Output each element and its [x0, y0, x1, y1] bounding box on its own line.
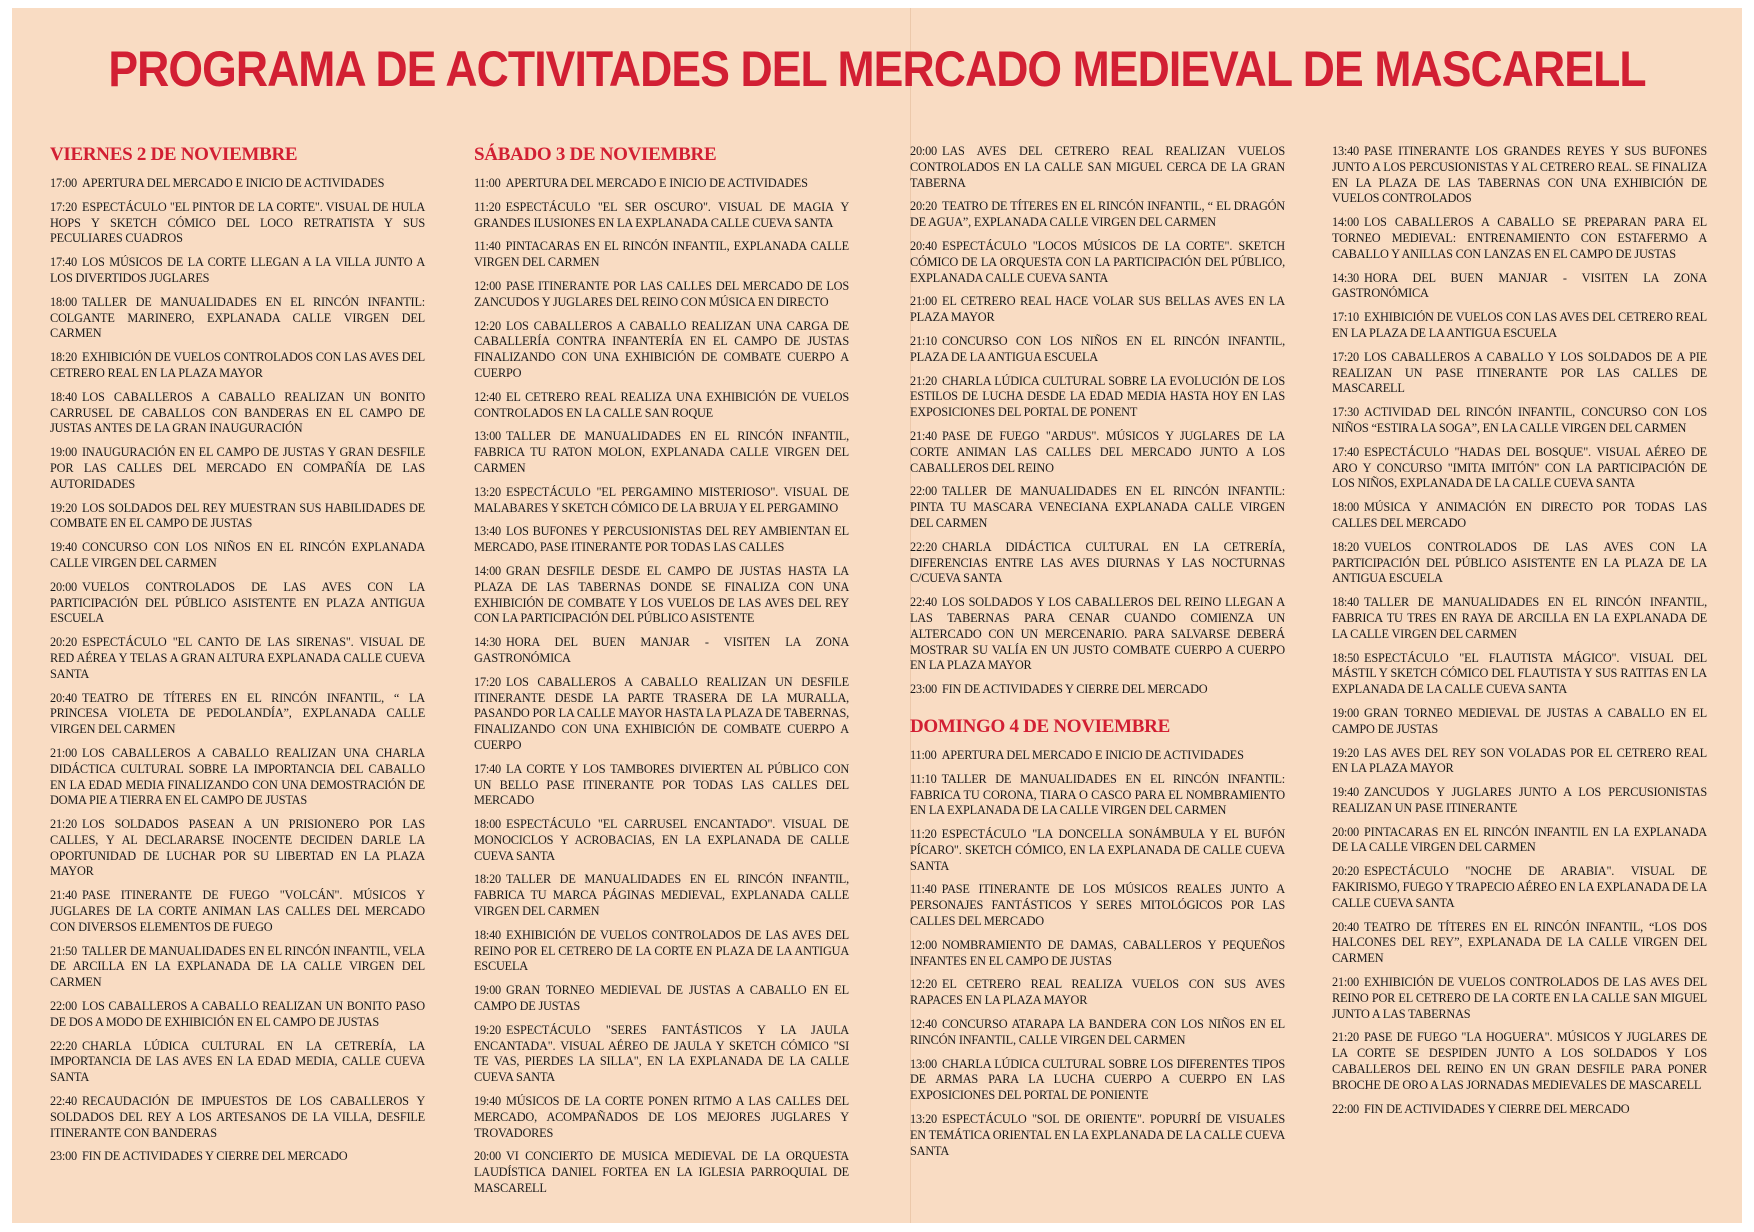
event-item [1332, 144, 1707, 207]
event-time: 17:40 [474, 761, 502, 776]
event-time: 21:20 [1332, 1030, 1360, 1045]
event-time: 11:20 [910, 827, 937, 842]
event-time: 17:20 [474, 674, 502, 689]
event-description: LOS SOLDADOS PASEAN A UN PRISIONERO POR LAS CALLES, Y AL DECLARARSE INOCENTE DECIDEN DARLE LA OPORTUNIDAD DE LUCHAR POR SU LIBERTAD EN LA PLAZA MAYOR [50, 817, 425, 879]
event-description: TALLER DE MANUALIDADES EN EL RINCÓN INFANTIL, FABRICA TU TRES EN RAYA DE ARCILLA EN LA EXPLANADA DE LA CALLE VIRGEN DEL CARMEN [1332, 595, 1707, 641]
event-item [1332, 540, 1707, 587]
event-description: NOMBRAMIENTO DE DAMAS, CABALLEROS Y PEQUEÑOS INFANTES EN EL CAMPO DE JUSTAS [910, 937, 1285, 968]
event-item [1332, 825, 1707, 857]
event-description: LOS CABALLEROS A CABALLO SE PREPARAN PARA EL TORNEO MEDIEVAL: ENTRENAMIENTO CON ESTAFERMO A CABALLO Y ANILLAS CON LANZAS EN EL CAMPO DE JUSTAS [1332, 215, 1707, 261]
event-time: 12:20 [474, 318, 502, 333]
event-description: ESPECTÁCULO "NOCHE DE ARABIA". VISUAL DE FAKIRISMO, FUEGO Y TRAPECIO AÉREO EN LA EXPLANADA DE LA CALLE CUEVA SANTA [1332, 864, 1707, 910]
event-time: 17:40 [50, 255, 78, 270]
event-item [1332, 651, 1707, 698]
event-description: CHARLA LÚDICA CULTURAL EN LA CETRERÍA, LA IMPORTANCIA DE LAS AVES EN LA EDAD MEDIA, CALLE CUEVA SANTA [50, 1038, 425, 1085]
event-item [1332, 920, 1707, 967]
event-time: 21:00 [50, 745, 78, 760]
event-item [474, 872, 849, 919]
event-description: EL CETRERO REAL REALIZA UNA EXHIBICIÓN DE VUELOS CONTROLADOS EN LA CALLE SAN ROQUE [474, 389, 849, 420]
event-description: ESPECTÁCULO "EL CANTO DE LAS SIRENAS". VISUAL DE RED AÉREA Y TELAS A GRAN ALTURA EXPLANADA CALLE CUEVA SANTA [50, 635, 425, 681]
event-item [1332, 310, 1707, 342]
event-time: 22:20 [910, 539, 938, 554]
event-item [1332, 785, 1707, 817]
column-2 [474, 144, 849, 1205]
event-description: HORA DEL BUEN MANJAR - VISITEN LA ZONA GASTRONÓMICA [474, 635, 849, 665]
event-description: ESPECTÁCULO "EL SER OSCURO". VISUAL DE MAGIA Y GRANDES ILUSIONES EN LA EXPLANADA CALLE CUEVA SANTA [474, 199, 849, 230]
event-item [474, 564, 849, 627]
event-time: 11:40 [910, 882, 937, 897]
event-item [50, 176, 425, 192]
event-description: ACTIVIDAD DEL RINCÓN INFANTIL, CONCURSO CON LOS NIÑOS “ESTIRA LA SOGA”, EN LA CALLE VIRGEN DEL CARMEN [1332, 405, 1707, 435]
event-description: LOS CABALLEROS A CABALLO REALIZAN UN DESFILE ITINERANTE DESDE LA PARTE TRASERA DE LA MURALLA, PASANDO POR LA CALLE MAYOR HASTA LA PLAZA DE TABERNAS, FINALIZANDO CON UNA EXHIBICIÓN DE COMBATE CUERPO A CUERPO [474, 674, 849, 752]
event-time: 19:00 [50, 445, 78, 460]
event-item [1332, 405, 1707, 437]
event-time: 20:40 [50, 690, 78, 705]
event-time: 12:40 [474, 389, 502, 404]
event-item [474, 928, 849, 975]
event-time: 18:20 [1332, 539, 1360, 554]
event-item [1332, 706, 1707, 738]
event-time: 11:10 [910, 771, 937, 786]
event-item [1332, 1102, 1707, 1118]
event-description: CHARLA LÚDICA CULTURAL SOBRE LOS DIFERENTES TIPOS DE ARMAS PARA LA LUCHA CUERPO A CUERPO EN LAS EXPOSICIONES DEL PORTAL DE PONIENTE [910, 1056, 1285, 1103]
event-description: LOS CABALLEROS A CABALLO Y LOS SOLDADOS DE A PIE REALIZAN UN PASE ITINERANTE POR LAS CALLES DE MASCARELL [1332, 349, 1707, 396]
event-time: 21:00 [1332, 975, 1360, 990]
column-3 [910, 144, 1285, 1167]
event-time: 17:40 [1332, 444, 1360, 459]
event-item [50, 817, 425, 880]
event-description: APERTURA DEL MERCADO E INICIO DE ACTIVIDADES [941, 747, 1244, 762]
event-item [1332, 215, 1707, 262]
event-time: 20:40 [910, 238, 938, 253]
event-item [474, 817, 849, 864]
event-time: 13:00 [474, 429, 502, 444]
event-item [474, 1094, 849, 1141]
event-description: FIN DE ACTIVIDADES Y CIERRE DEL MERCADO [82, 1149, 348, 1164]
event-item [50, 635, 425, 682]
event-time: 21:10 [910, 333, 938, 348]
event-time: 20:00 [1332, 824, 1360, 839]
event-description: LOS CABALLEROS A CABALLO REALIZAN UN BONITO PASO DE DOS A MODO DE EXHIBICIÓN EN EL CAMPO DE JUSTAS [50, 999, 425, 1029]
event-item [50, 746, 425, 809]
event-time: 22:20 [50, 1038, 78, 1053]
event-item [910, 977, 1285, 1009]
event-description: TEATRO DE TÍTERES EN EL RINCÓN INFANTIL, “ LA PRINCESA VIOLETA DE PEDOLANDÍA”, EXPLANADA CALLE VIRGEN DEL CARMEN [50, 690, 425, 737]
event-description: LAS AVES DEL CETRERO REAL REALIZAN VUELOS CONTROLADOS EN LA CALLE SAN MIGUEL CERCA DE LA GRAN TABERNA [910, 144, 1285, 190]
event-description: PINTACARAS EN EL RINCÓN INFANTIL, EXPLANADA CALLE VIRGEN DEL CARMEN [474, 239, 849, 270]
event-time: 17:20 [50, 199, 78, 214]
event-time: 22:00 [50, 999, 78, 1014]
event-description: EL CETRERO REAL HACE VOLAR SUS BELLAS AVES EN LA PLAZA MAYOR [910, 294, 1285, 325]
event-time: 13:40 [1332, 144, 1360, 158]
event-time: 11:00 [474, 176, 501, 190]
event-time: 18:00 [1332, 500, 1360, 515]
event-item [910, 334, 1285, 366]
event-description: EXHIBICIÓN DE VUELOS CONTROLADOS DE LAS AVES DEL REINO POR EL CETRERO DE LA CORTE EN PLAZA DE LA ANTIGUA ESCUELA [474, 927, 849, 974]
event-time: 17:20 [1332, 349, 1360, 364]
event-item [474, 429, 849, 476]
event-item [474, 390, 849, 422]
event-item [50, 580, 425, 627]
event-item [910, 429, 1285, 476]
event-time: 17:00 [50, 176, 78, 190]
event-time: 11:40 [474, 239, 501, 254]
event-description: CONCURSO CON LOS NIÑOS EN EL RINCÓN EXPLANADA CALLE VIRGEN DEL CARMEN [50, 540, 425, 570]
column-1 [50, 144, 425, 1173]
event-item [474, 319, 849, 382]
event-time: 19:00 [474, 983, 502, 998]
event-description: EL CETRERO REAL REALIZA VUELOS CON SUS AVES RAPACES EN LA PLAZA MAYOR [910, 977, 1285, 1008]
event-item [474, 983, 849, 1015]
event-item [474, 1149, 849, 1196]
event-time: 11:20 [474, 199, 501, 214]
event-item [50, 350, 425, 382]
event-item [50, 540, 425, 572]
event-time: 20:40 [1332, 919, 1360, 934]
event-item [50, 944, 425, 991]
event-time: 17:30 [1332, 405, 1360, 420]
event-description: ESPECTÁCULO "EL PERGAMINO MISTERIOSO". VISUAL DE MALABARES Y SKETCH CÓMICO DE LA BRUJA Y EL PERGAMINO [474, 484, 849, 515]
event-description: TALLER DE MANUALIDADES EN EL RINCÓN INFANTIL, FABRICA TU MARCA PÁGINAS MEDIEVAL, EXPLANADA CALLE VIRGEN DEL CARMEN [474, 872, 849, 919]
event-item [1332, 271, 1707, 303]
event-description: TALLER DE MANUALIDADES EN EL RINCÓN INFANTIL, FABRICA TU RATON MOLON, EXPLANADA CALLE VIRGEN DEL CARMEN [474, 429, 849, 475]
event-description: CONCURSO CON LOS NIÑOS EN EL RINCÓN INFANTIL, PLAZA DE LA ANTIGUA ESCUELA [910, 333, 1285, 364]
event-description: TEATRO DE TÍTERES EN EL RINCÓN INFANTIL, “LOS DOS HALCONES DEL REY”, EXPLANADA DE LA CALLE VIRGEN DEL CARMEN [1332, 919, 1707, 966]
event-description: LOS SOLDADOS DEL REY MUESTRAN SUS HABILIDADES DE COMBATE EN EL CAMPO DE JUSTAS [50, 500, 425, 531]
event-time: 20:00 [910, 144, 938, 158]
event-description: CHARLA DIDÁCTICA CULTURAL EN LA CETRERÍA, DIFERENCIAS ENTRE LAS AVES DIURNAS Y LAS NOCTURNAS C/CUEVA SANTA [910, 539, 1285, 586]
event-item [910, 144, 1285, 191]
event-time: 18:40 [50, 389, 78, 404]
event-time: 21:50 [50, 943, 78, 958]
event-item [50, 888, 425, 935]
event-item [474, 762, 849, 809]
event-time: 22:40 [50, 1094, 78, 1109]
event-description: GRAN DESFILE DESDE EL CAMPO DE JUSTAS HASTA LA PLAZA DE LAS TABERNAS DONDE SE FINALIZA CON UNA EXHIBICIÓN DE COMBATE Y LOS VUELOS DE LAS AVES DEL REY CON LA PARTICIPACIÓN DEL PÚBLICO ASISTENTE [474, 563, 849, 626]
event-description: TEATRO DE TÍTERES EN EL RINCÓN INFANTIL, “ EL DRAGÓN DE AGUA”, EXPLANADA CALLE VIRGEN DEL CARMEN [910, 199, 1285, 230]
event-time: 20:00 [50, 579, 78, 594]
event-time: 23:00 [50, 1149, 78, 1164]
column-4 [1332, 144, 1707, 1125]
event-item [50, 1149, 425, 1165]
event-description: ZANCUDOS Y JUGLARES JUNTO A LOS PERCUSIONISTAS REALIZAN UN PASE ITINERANTE [1332, 785, 1707, 815]
event-time: 13:40 [474, 524, 502, 539]
day-heading: DOMINGO 4 DE NOVIEMBRE [910, 715, 1170, 737]
event-time: 19:20 [474, 1022, 502, 1037]
event-time: 13:20 [474, 484, 502, 499]
event-description: LA CORTE Y LOS TAMBORES DIVIERTEN AL PÚBLICO CON UN BELLO PASE ITINERANTE POR TODAS LAS CALLES DEL MERCADO [474, 761, 849, 808]
event-item [910, 1017, 1285, 1049]
event-description: EXHIBICIÓN DE VUELOS CON LAS AVES DEL CETRERO REAL EN LA PLAZA DE LA ANTIGUA ESCUELA [1332, 310, 1707, 340]
event-time: 19:40 [1332, 785, 1360, 800]
day-heading: SÁBADO 3 DE NOVIEMBRE [474, 144, 717, 165]
event-description: GRAN TORNEO MEDIEVAL DE JUSTAS A CABALLO EN EL CAMPO DE JUSTAS [1332, 705, 1707, 736]
event-time: 14:30 [474, 635, 502, 650]
event-item [474, 635, 849, 667]
event-time: 21:20 [910, 373, 938, 388]
event-item [910, 748, 1285, 764]
page-title: PROGRAMA DE ACTIVITADES DEL MERCADO MEDIEVAL DE MASCARELL [108, 41, 1646, 97]
event-item [474, 239, 849, 271]
event-time: 11:00 [910, 747, 937, 762]
event-description: VUELOS CONTROLADOS DE LAS AVES CON LA PARTICIPACIÓN DEL PÚBLICO ASISTENTE EN PLAZA ANTIGUA ESCUELA [50, 579, 425, 626]
event-description: TALLER DE MANUALIDADES EN EL RINCÓN INFANTIL: FABRICA TU CORONA, TIARA O CASCO PARA EL NOMBRAMIENTO EN LA EXPLANADA DE LA CALLE VIRGEN DEL CARMEN [910, 771, 1285, 818]
event-item [50, 1039, 425, 1086]
event-description: INAUGURACIÓN EN EL CAMPO DE JUSTAS Y GRAN DESFILE POR LAS CALLES DEL MERCADO EN COMPAÑÍA DE LAS AUTORIDADES [50, 445, 425, 491]
event-item [474, 200, 849, 232]
event-description: PASE ITINERANTE DE LOS MÚSICOS REALES JUNTO A PERSONAJES FANTÁSTICOS Y SERES MITOLÓGICOS POR LAS CALLES DEL MERCADO [910, 882, 1285, 929]
event-description: MÚSICA Y ANIMACIÓN EN DIRECTO POR TODAS LAS CALLES DEL MERCADO [1332, 500, 1707, 530]
event-item [910, 540, 1285, 587]
event-item [1332, 746, 1707, 778]
program-sheet [12, 8, 1742, 1223]
event-time: 23:00 [910, 682, 938, 697]
event-description: TALLER DE MANUALIDADES EN EL RINCÓN INFANTIL: PINTA TU MASCARA VENECIANA EXPLANADA CALLE VIRGEN DEL CARMEN [910, 484, 1285, 530]
event-item [1332, 350, 1707, 397]
event-description: CONCURSO ATARAPA LA BANDERA CON LOS NIÑOS EN EL RINCÓN INFANTIL, CALLE VIRGEN DEL CARMEN [910, 1017, 1285, 1047]
event-item [910, 374, 1285, 421]
event-time: 19:20 [1332, 745, 1360, 760]
event-description: ESPECTÁCULO "SERES FANTÁSTICOS Y LA JAULA ENCANTADA". VISUAL AÉREO DE JAULA Y SKETCH CÓMICO "SI TE VAS, PIERDES LA SILLA", EN LA EXPLANADA DE LA CALLE CUEVA SANTA [474, 1022, 849, 1085]
event-item [50, 1094, 425, 1141]
event-time: 18:00 [50, 294, 78, 309]
event-time: 19:00 [1332, 705, 1360, 720]
event-time: 19:20 [50, 500, 78, 515]
event-description: LOS SOLDADOS Y LOS CABALLEROS DEL REINO LLEGAN A LAS TABERNAS PARA CENAR CUANDO COMIENZA UN ALTERCADO CON UN MERCENARIO. PARA SALVARSE DEBERÁ MOSTRAR SU VALÍA EN UN JUSTO COMBATE CUERPO A CUERPO EN LA PLAZA MAYOR [910, 595, 1285, 673]
event-time: 19:40 [474, 1094, 502, 1109]
day-heading: VIERNES 2 DE NOVIEMBRE [50, 144, 298, 165]
event-time: 22:40 [910, 595, 938, 610]
event-time: 20:20 [50, 635, 78, 650]
event-time: 21:00 [910, 294, 938, 309]
event-description: ESPECTÁCULO "LA DONCELLA SONÁMBULA Y EL BUFÓN PÍCARO". SKETCH CÓMICO, EN LA EXPLANADA DE CALLE CUEVA SANTA [910, 827, 1285, 873]
event-item [50, 999, 425, 1031]
event-description: LOS CABALLEROS A CABALLO REALIZAN UN BONITO CARRUSEL DE CABALLOS CON BANDERAS EN EL CAMPO DE JUSTAS ANTES DE LA GRAN INAUGURACIÓN [50, 389, 425, 436]
event-description: EXHIBICIÓN DE VUELOS CONTROLADOS DE LAS AVES DEL REINO POR EL CETRERO DE LA CORTE EN LA CALLE SAN MIGUEL JUNTO A LAS TABERNAS [1332, 975, 1707, 1021]
event-time: 22:00 [910, 484, 938, 499]
event-item [50, 691, 425, 738]
event-time: 20:20 [1332, 864, 1360, 879]
event-description: APERTURA DEL MERCADO E INICIO DE ACTIVIDADES [82, 176, 385, 190]
event-description: FIN DE ACTIVIDADES Y CIERRE DEL MERCADO [1364, 1101, 1630, 1116]
event-description: TALLER DE MANUALIDADES EN EL RINCÓN INFANTIL, VELA DE ARCILLA EN LA EXPLANADA DE LA CALLE VIRGEN DEL CARMEN [50, 943, 425, 990]
event-item [910, 239, 1285, 286]
event-item [910, 772, 1285, 819]
event-item [910, 882, 1285, 929]
event-item [1332, 975, 1707, 1022]
event-item [910, 199, 1285, 231]
event-item [50, 200, 425, 247]
event-description: VUELOS CONTROLADOS DE LAS AVES CON LA PARTICIPACIÓN DEL PÚBLICO ASISTENTE EN LA PLAZA DE LA ANTIGUA ESCUELA [1332, 539, 1707, 586]
event-description: APERTURA DEL MERCADO E INICIO DE ACTIVIDADES [505, 176, 808, 190]
event-time: 18:20 [50, 350, 78, 365]
event-description: RECAUDACIÓN DE IMPUESTOS DE LOS CABALLEROS Y SOLDADOS DEL REY A LOS ARTESANOS DE LA VILLA, DESFILE ITINERANTE CON BANDERAS [50, 1094, 425, 1140]
event-item [474, 485, 849, 517]
event-time: 14:00 [1332, 215, 1360, 230]
event-time: 18:20 [474, 872, 502, 887]
event-description: PASE DE FUEGO "LA HOGUERA". MÚSICOS Y JUGLARES DE LA CORTE SE DESPIDEN JUNTO A LOS SOLDADOS Y LOS CABALLEROS DEL REINO EN UN GRAN DESFILE PARA PONER BROCHE DE ORO A LAS JORNADAS MEDIEVALES DE MASCARELL [1332, 1030, 1707, 1092]
event-time: 20:20 [910, 199, 938, 214]
event-item [1332, 595, 1707, 642]
event-item [474, 675, 849, 754]
event-time: 12:20 [910, 977, 938, 992]
event-item [910, 1112, 1285, 1159]
event-description: MÚSICOS DE LA CORTE PONEN RITMO A LAS CALLES DEL MERCADO, ACOMPAÑADOS DE LOS MEJORES JUGLARES Y TROVADORES [474, 1094, 849, 1140]
event-item [50, 255, 425, 287]
event-time: 18:40 [1332, 595, 1360, 610]
event-time: 14:30 [1332, 270, 1360, 285]
event-description: PASE ITINERANTE DE FUEGO "VOLCÁN". MÚSICOS Y JUGLARES DE LA CORTE ANIMAN LAS CALLES DEL MERCADO CON DIVERSOS ELEMENTOS DE FUEGO [50, 888, 425, 934]
event-time: 12:40 [910, 1017, 938, 1032]
event-item [474, 279, 849, 311]
event-description: LAS AVES DEL REY SON VOLADAS POR EL CETRERO REAL EN LA PLAZA MAYOR [1332, 745, 1707, 776]
event-item [910, 1057, 1285, 1104]
event-description: ESPECTÁCULO "LOCOS MÚSICOS DE LA CORTE". SKETCH CÓMICO DE LA ORQUESTA CON LA PARTICIPACIÓN DEL PÚBLICO, EXPLANADA CALLE CUEVA SANTA [910, 238, 1285, 285]
event-time: 13:00 [910, 1056, 938, 1071]
event-time: 12:00 [474, 278, 502, 293]
event-time: 22:00 [1332, 1101, 1360, 1116]
event-description: PASE ITINERANTE POR LAS CALLES DEL MERCADO DE LOS ZANCUDOS Y JUGLARES DEL REINO CON MÚSICA EN DIRECTO [474, 278, 849, 309]
event-description: VI CONCIERTO DE MUSICA MEDIEVAL DE LA ORQUESTA LAUDÍSTICA DANIEL FORTEA EN LA IGLESIA PARROQUIAL DE MASCARELL [474, 1149, 849, 1196]
event-time: 18:50 [1332, 650, 1360, 665]
event-time: 17:10 [1332, 310, 1360, 325]
event-time: 13:20 [910, 1112, 938, 1127]
event-item [1332, 445, 1707, 492]
event-item [1332, 1030, 1707, 1093]
event-item [910, 938, 1285, 970]
event-time: 21:40 [910, 428, 938, 443]
event-description: EXHIBICIÓN DE VUELOS CONTROLADOS CON LAS AVES DEL CETRERO REAL EN LA PLAZA MAYOR [50, 350, 425, 380]
event-item [50, 295, 425, 342]
event-item [474, 524, 849, 556]
event-item [50, 390, 425, 437]
event-item [910, 484, 1285, 531]
event-item [910, 682, 1285, 698]
event-description: LOS CABALLEROS A CABALLO REALIZAN UNA CARGA DE CABALLERÍA CONTRA INFANTERÍA EN EL CAMPO DE JUSTAS FINALIZANDO CON UNA EXHIBICIÓN DE COMBATE CUERPO A CUERPO [474, 318, 849, 380]
event-description: ESPECTÁCULO "EL FLAUTISTA MÁGICO". VISUAL DEL MÁSTIL Y SKETCH CÓMICO DEL FLAUTISTA Y SUS RATITAS EN LA EXPLANADA DE LA CALLE CUEVA SANTA [1332, 650, 1707, 697]
event-time: 18:40 [474, 927, 502, 942]
event-time: 12:00 [910, 937, 938, 952]
event-description: FIN DE ACTIVIDADES Y CIERRE DEL MERCADO [942, 682, 1208, 697]
event-item [910, 827, 1285, 874]
event-item [474, 176, 849, 192]
event-item [50, 445, 425, 492]
event-time: 20:00 [474, 1149, 502, 1164]
event-item [1332, 500, 1707, 532]
event-description: CHARLA LÚDICA CULTURAL SOBRE LA EVOLUCIÓN DE LOS ESTILOS DE LUCHA DESDE LA EDAD MEDIA HASTA HOY EN LAS EXPOSICIONES DEL PORTAL DE PONENT [910, 373, 1285, 420]
event-description: ESPECTÁCULO "EL PINTOR DE LA CORTE". VISUAL DE HULA HOPS Y SKETCH CÓMICO DEL LOCO RETRATISTA Y SUS PECULIARES CUADROS [50, 199, 425, 246]
event-item [1332, 864, 1707, 911]
event-description: LOS BUFONES Y PERCUSIONISTAS DEL REY AMBIENTAN EL MERCADO, PASE ITINERANTE POR TODAS LAS CALLES [474, 524, 849, 555]
event-description: PINTACARAS EN EL RINCÓN INFANTIL EN LA EXPLANADA DE LA CALLE VIRGEN DEL CARMEN [1332, 824, 1707, 855]
event-time: 14:00 [474, 563, 502, 578]
event-description: GRAN TORNEO MEDIEVAL DE JUSTAS A CABALLO EN EL CAMPO DE JUSTAS [474, 983, 849, 1014]
event-time: 19:40 [50, 540, 78, 555]
event-item [474, 1023, 849, 1086]
event-item [910, 294, 1285, 326]
event-description: LOS MÚSICOS DE LA CORTE LLEGAN A LA VILLA JUNTO A LOS DIVERTIDOS JUGLARES [50, 255, 425, 285]
event-description: TALLER DE MANUALIDADES EN EL RINCÓN INFANTIL: COLGANTE MARINERO, EXPLANADA CALLE VIRGEN DEL CARMEN [50, 294, 425, 341]
event-description: ESPECTÁCULO "EL CARRUSEL ENCANTADO". VISUAL DE MONOCICLOS Y ACROBACIAS, EN LA EXPLANADA DE CALLE CUEVA SANTA [474, 817, 849, 863]
event-time: 21:20 [50, 817, 78, 832]
event-description: HORA DEL BUEN MANJAR - VISITEN LA ZONA GASTRONÓMICA [1332, 270, 1707, 301]
event-time: 21:40 [50, 888, 78, 903]
event-description: PASE ITINERANTE LOS GRANDES REYES Y SUS BUFONES JUNTO A LOS PERCUSIONISTAS Y AL CETRERO REAL. SE FINALIZA EN LA PLAZA DE LAS TABERNAS CON UNA EXHIBICIÓN DE VUELOS CONTROLADOS [1332, 144, 1707, 206]
event-time: 18:00 [474, 817, 502, 832]
event-description: ESPECTÁCULO "HADAS DEL BOSQUE". VISUAL AÉREO DE ARO Y CONCURSO "IMITA IMITÓN" CON LA PARTICIPACIÓN DE LOS NIÑOS, EXPLANADA DE LA CALLE CUEVA SANTA [1332, 444, 1707, 491]
event-description: ESPECTÁCULO "SOL DE ORIENTE". POPURRÍ DE VISUALES EN TEMÁTICA ORIENTAL EN LA EXPLANADA DE LA CALLE CUEVA SANTA [910, 1112, 1285, 1158]
event-item [50, 501, 425, 533]
event-description: PASE DE FUEGO "ARDUS". MÚSICOS Y JUGLARES DE LA CORTE ANIMAN LAS CALLES DEL MERCADO JUNTO A LOS CABALLEROS DEL REINO [910, 428, 1285, 475]
event-item [910, 595, 1285, 674]
event-description: LOS CABALLEROS A CABALLO REALIZAN UNA CHARLA DIDÁCTICA CULTURAL SOBRE LA IMPORTANCIA DEL CABALLO EN LA EDAD MEDIA FINALIZANDO CON UNA DEMOSTRACIÓN DE DOMA PIE A TIERRA EN EL CAMPO DE JUSTAS [50, 745, 425, 808]
